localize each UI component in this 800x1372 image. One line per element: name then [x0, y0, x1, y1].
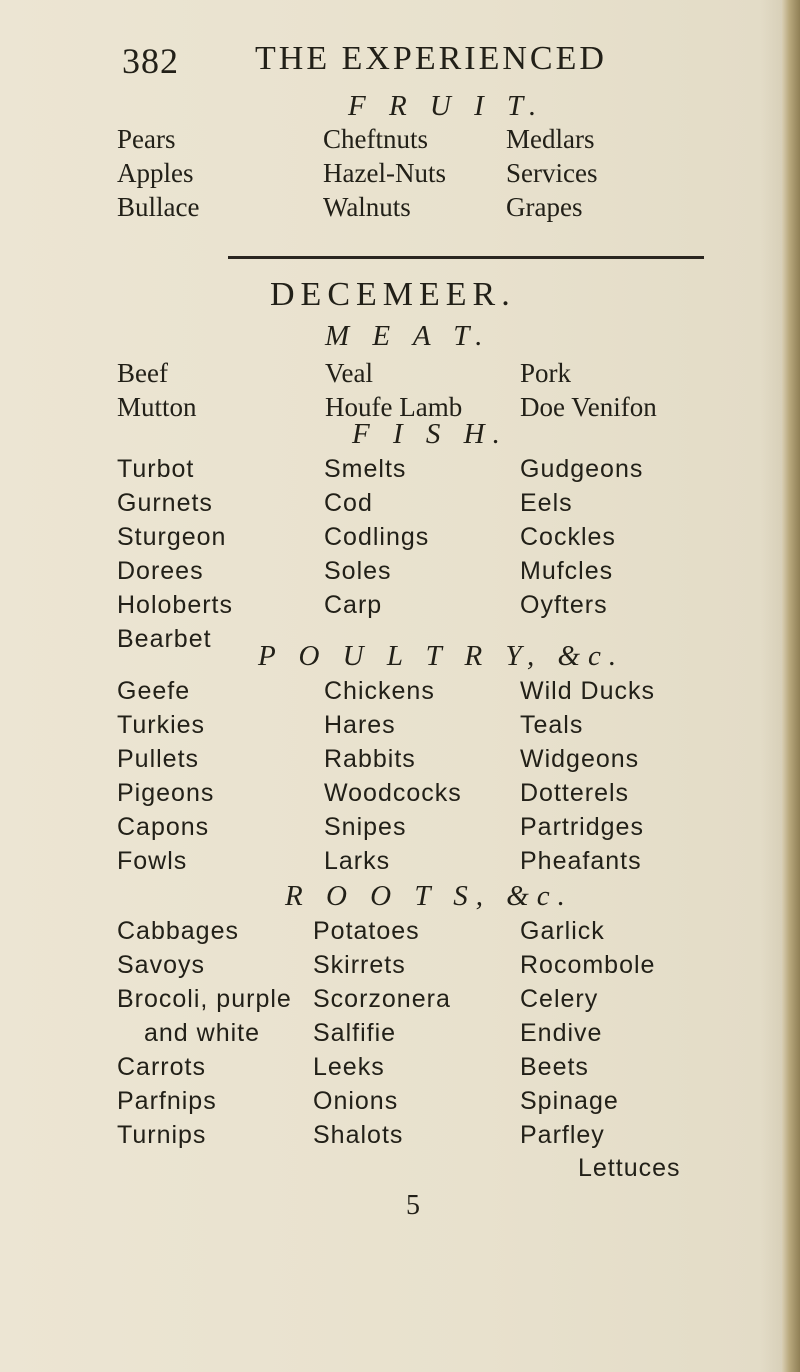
signature-mark: 5 [406, 1190, 420, 1221]
list-item: Cod [324, 489, 373, 517]
list-item: Woodcocks [324, 779, 462, 807]
fruit-col-2 [323, 122, 446, 224]
list-item: Carrots [117, 1053, 206, 1081]
list-item: Cockles [520, 523, 616, 551]
list-item: Dorees [117, 557, 204, 585]
list-item: Potatoes [313, 917, 420, 945]
list-item: Leeks [313, 1053, 385, 1081]
list-item: Larks [324, 847, 391, 875]
list-item: Fowls [117, 847, 188, 875]
list-item: Walnuts [323, 192, 411, 222]
list-item: Pheafants [520, 847, 642, 875]
fruit-col-3 [506, 122, 597, 224]
list-item: Pears [117, 124, 176, 154]
list-item: Sturgeon [117, 523, 227, 551]
page-edge [782, 0, 800, 1372]
list-item: Onions [313, 1087, 399, 1115]
list-item: Celery [520, 985, 599, 1013]
list-item: Parfley [520, 1121, 605, 1149]
running-head: THE EXPERIENCED [255, 40, 607, 77]
list-item: Houfe Lamb [325, 392, 463, 422]
list-item: Holoberts [117, 591, 233, 619]
list-item: Eels [520, 489, 573, 517]
poultry-col-3 [520, 674, 655, 878]
list-item: Smelts [324, 455, 407, 483]
catchword: Lettuces [578, 1154, 681, 1182]
list-item: Garlick [520, 917, 605, 945]
page-header [0, 40, 780, 90]
list-item: Cabbages [117, 917, 239, 945]
poultry-title: P O U L T R Y, &c. [258, 640, 625, 672]
list-item: Skirrets [313, 951, 406, 979]
list-item: Salfifie [313, 1019, 397, 1047]
list-item: Parfnips [117, 1087, 217, 1115]
fish-title: F I S H. [352, 418, 508, 450]
list-item: Apples [117, 158, 194, 188]
list-item: Rocombole [520, 951, 656, 979]
list-item: Codlings [324, 523, 430, 551]
poultry-col-2 [324, 674, 462, 878]
fruit-title: F R U I T. [348, 90, 545, 122]
fish-col-1 [117, 452, 233, 656]
list-item: Dotterels [520, 779, 630, 807]
roots-col-1 [117, 914, 292, 1152]
list-item: Veal [325, 358, 373, 388]
list-item: Turkies [117, 711, 206, 739]
list-item: Gudgeons [520, 455, 644, 483]
list-item: Doe Venifon [520, 392, 657, 422]
fish-col-2 [324, 452, 429, 622]
list-item: Geefe [117, 677, 191, 705]
list-item: Cheftnuts [323, 124, 428, 154]
list-item: Widgeons [520, 745, 640, 773]
list-item: Teals [520, 711, 584, 739]
list-item: Pigeons [117, 779, 215, 807]
list-item: Medlars [506, 124, 595, 154]
list-item: Oyfters [520, 591, 608, 619]
section-rule [228, 256, 704, 259]
roots-col-3 [520, 914, 655, 1152]
list-item: Mutton [117, 392, 197, 422]
fruit-col-1 [117, 122, 199, 224]
list-item: Mufcles [520, 557, 614, 585]
list-item: Partridges [520, 813, 644, 841]
roots-col-2 [313, 914, 451, 1152]
meat-col-3 [520, 356, 657, 424]
list-item: Savoys [117, 951, 205, 979]
list-item: Bearbet [117, 625, 212, 653]
list-item: Bullace [117, 192, 200, 222]
list-item: Rabbits [324, 745, 416, 773]
list-item: Pullets [117, 745, 200, 773]
list-item: Carp [324, 591, 383, 619]
fish-col-3 [520, 452, 643, 622]
list-item: Beets [520, 1053, 589, 1081]
roots-title: R O O T S, &c. [285, 880, 573, 912]
list-item: Brocoli, purple [117, 985, 292, 1013]
list-item: Chickens [324, 677, 435, 705]
list-item: Soles [324, 557, 392, 585]
list-item: Turnips [117, 1121, 207, 1149]
list-item: and white [144, 1019, 261, 1047]
list-item: Hares [324, 711, 396, 739]
list-item: Spinage [520, 1087, 619, 1115]
list-item: Gurnets [117, 489, 213, 517]
list-item: Hazel-Nuts [323, 158, 446, 188]
list-item: Endive [520, 1019, 603, 1047]
meat-col-1 [117, 356, 197, 424]
list-item: Wild Ducks [520, 677, 656, 705]
list-item: Snipes [324, 813, 407, 841]
poultry-col-1 [117, 674, 214, 878]
list-item: Turbot [117, 455, 195, 483]
list-item: Services [506, 158, 598, 188]
list-item: Scorzonera [313, 985, 451, 1013]
list-item: Shalots [313, 1121, 404, 1149]
meat-title: M E A T. [325, 320, 491, 352]
meat-col-2 [325, 356, 462, 424]
month-title: DECEMEER. [270, 276, 516, 313]
list-item: Beef [117, 358, 168, 388]
list-item: Grapes [506, 192, 583, 222]
list-item: Capons [117, 813, 210, 841]
list-item: Pork [520, 358, 572, 388]
page-number: 382 [122, 41, 179, 81]
